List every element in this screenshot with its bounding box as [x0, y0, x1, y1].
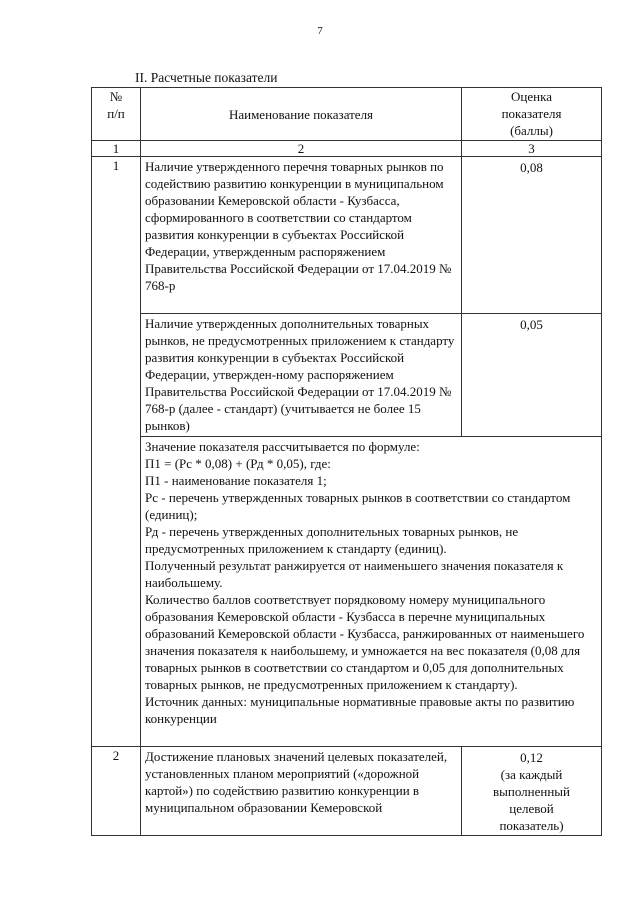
- indicator-score: 0,12 (за каждый выполненный целевой показатель): [462, 747, 602, 836]
- page-number: 7: [317, 25, 323, 37]
- formula-line: Рд - перечень утвержденных дополнительных товарных рынков, не предусмотренных приложением к стандарту (единиц).: [145, 524, 519, 556]
- formula-line: Источник данных: муниципальные нормативные правовые акты по развитию конкуренции: [145, 694, 575, 726]
- table-row: [92, 437, 602, 747]
- table-row: [92, 157, 602, 314]
- header-score: Оценка показателя (баллы): [462, 88, 602, 141]
- formula-line: Значение показателя рассчитывается по формуле:: [145, 439, 420, 454]
- section-title: II. Расчетные показатели: [135, 70, 278, 85]
- formula-line: Рс - перечень утвержденных товарных рынков в соответствии со стандартом (единиц);: [145, 490, 571, 522]
- formula-line: П1 = (Рс * 0,08) + (Рд * 0,05), где:: [145, 456, 331, 471]
- row-num: 2: [92, 747, 141, 836]
- indicator-name: Достижение плановых значений целевых показателей, установленных планом мероприятий («дорожной картой») по содействию развитию конкуренции в муниципальном образовании Кемеровской: [141, 747, 462, 836]
- header-name: Наименование показателя: [141, 88, 462, 141]
- table-row: [92, 314, 602, 437]
- indicator-score: 0,08: [462, 157, 602, 314]
- table-header-row: [92, 88, 602, 141]
- formula-description: [141, 437, 602, 747]
- formula-line: Количество баллов соответствует порядковому номеру муниципального образования Кемеровской области - Кузбасса в перечне муниципальных образований Кемеровской области - Кузбасса, ранжированных от наименьшего значения показателя к наибольшему, и умножается на вес показателя (0,08 для товарных рынков в соответствии со стандартом и 0,05 для дополнительных товарных рынков, не предусмотренных приложением к стандарту).: [145, 592, 585, 692]
- col-number-3: 3: [462, 141, 602, 157]
- row-num: 1: [92, 157, 141, 747]
- col-number-2: 2: [141, 141, 462, 157]
- indicator-name: Наличие утвержденного перечня товарных рынков по содействию развитию конкуренции в муниципальном образовании Кемеровской области - Кузбасса, сформированного в соответствии со стандартом развития конкуренции в субъектах Российской Федерации, утвержденным распоряжением Правительства Российской Федерации от 17.04.2019 № 768-р: [141, 157, 462, 314]
- indicator-score: 0,05: [462, 314, 602, 437]
- table-row: [92, 747, 602, 836]
- formula-line: Полученный результат ранжируется от наименьшего значения показателя к наибольшему.: [145, 558, 564, 590]
- indicator-name: Наличие утвержденных дополнительных товарных рынков, не предусмотренных приложением к стандарту развития конкуренции в субъектах Российской Федерации, утвержден-ному распоряжением Правительства Российской Федерации от 17.04.2019 № 768-р (далее - стандарт) (учитывается не более 15 рынков): [141, 314, 462, 437]
- indicators-table: [91, 87, 602, 836]
- col-number-1: 1: [92, 141, 141, 157]
- header-num: № п/п: [92, 88, 141, 141]
- column-numbers-row: [92, 141, 602, 157]
- formula-line: П1 - наименование показателя 1;: [145, 473, 327, 488]
